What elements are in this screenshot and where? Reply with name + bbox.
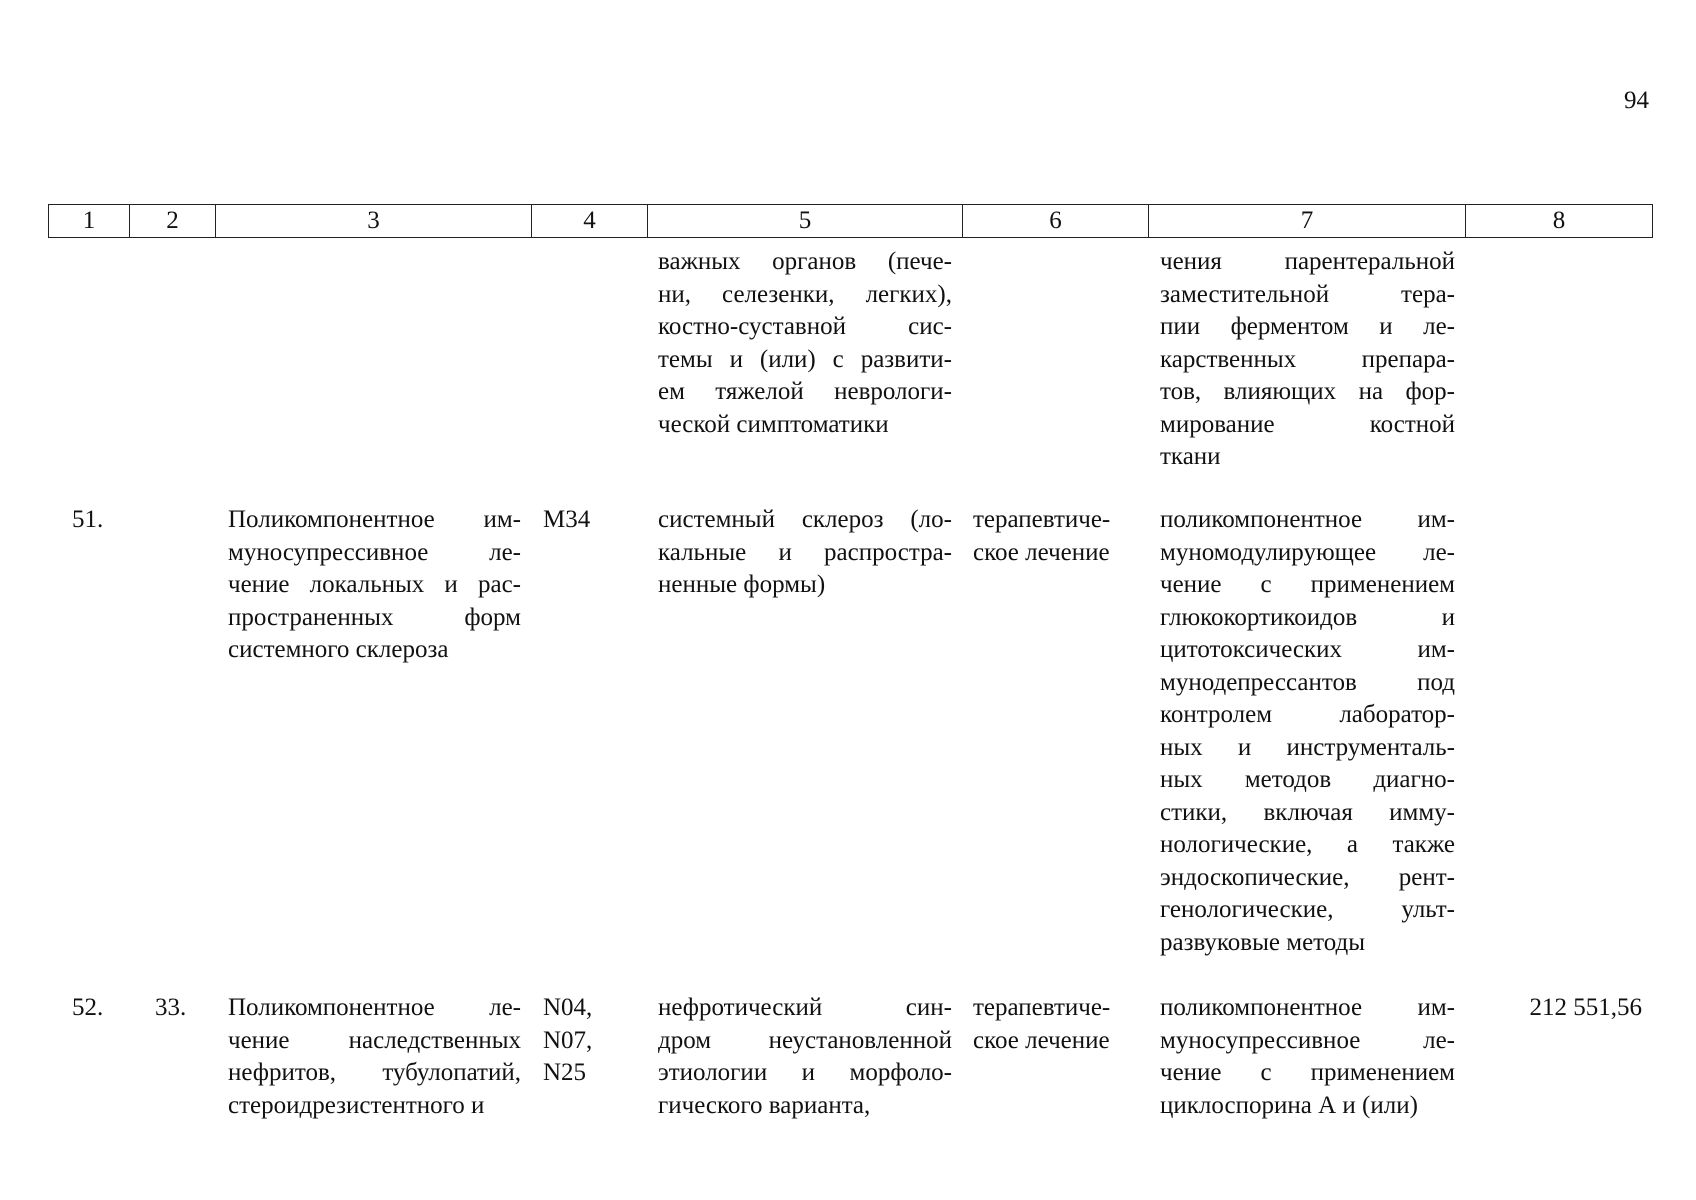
text-line: ненные формы)	[658, 571, 826, 598]
continuation-col5	[658, 246, 952, 441]
row-51-number: 51.	[72, 506, 104, 533]
text-line: ское лечение	[973, 1026, 1110, 1054]
row-51-icd-codes	[543, 504, 613, 537]
text-line: этиологии и морфоло-	[658, 1059, 952, 1086]
text-line: кальные и распростра-	[658, 538, 952, 566]
text-line: дром неустановленной	[658, 1026, 952, 1054]
text-line: заместительной тера-	[1160, 280, 1455, 308]
text-line: терапевтиче-	[973, 994, 1111, 1021]
text-line: ское лечение	[973, 538, 1110, 566]
text-line: нефритов, тубулопатий,	[228, 1059, 521, 1086]
text-line: поликомпонентное им-	[1160, 506, 1455, 533]
header-cell-3: 3	[216, 204, 532, 238]
page-number: 94	[1624, 87, 1649, 114]
text-line: N07,	[543, 1026, 593, 1054]
header-cell-1: 1	[48, 204, 130, 238]
text-line: Поликомпонентное им-	[228, 506, 521, 533]
header-cell-5: 5	[648, 204, 963, 238]
text-line: системный склероз (ло-	[658, 506, 952, 533]
text-line: цитотоксических им-	[1160, 636, 1455, 663]
text-line: мирование костной	[1160, 410, 1455, 438]
text-line: стики, включая имму-	[1160, 798, 1455, 826]
text-line: стероидрезистентного и	[228, 1091, 485, 1119]
row-52-col2: 33.	[155, 994, 187, 1021]
text-line: ческой симптоматики	[658, 410, 889, 438]
header-cell-6: 6	[963, 204, 1149, 238]
text-line: чения парентеральной	[1160, 248, 1455, 275]
text-line: тов, влияющих на фор-	[1160, 378, 1455, 405]
text-line: пии ферментом и ле-	[1160, 313, 1455, 340]
text-line: чение локальных и рас-	[228, 571, 521, 598]
text-line: чение с применением	[1160, 1059, 1455, 1086]
text-line: пространенных форм	[228, 603, 521, 631]
continuation-col7	[1160, 246, 1455, 474]
text-line: Поликомпонентное ле-	[228, 994, 521, 1021]
table-header-row	[48, 204, 1653, 238]
text-line: костно-суставной сис-	[658, 313, 952, 340]
row-52-method-name	[228, 992, 521, 1122]
row-52-number: 52.	[72, 994, 104, 1021]
text-line: N25	[543, 1059, 587, 1086]
text-line: чение с применением	[1160, 571, 1455, 598]
header-cell-4: 4	[532, 204, 648, 238]
row-51-model-patient	[658, 504, 952, 602]
header-cell-2: 2	[130, 204, 216, 238]
text-line: нефротический син-	[658, 994, 952, 1021]
row-52-icd-codes	[543, 992, 613, 1090]
row-52-treatment-method	[1160, 992, 1455, 1122]
text-line: эндоскопические, рент-	[1160, 863, 1455, 891]
row-52-model-patient	[658, 992, 952, 1122]
text-line: ем тяжелой неврологи-	[658, 378, 952, 405]
text-line: генологические, ульт-	[1160, 896, 1455, 923]
text-line: темы и (или) с развити-	[658, 345, 952, 373]
text-line: гического варианта,	[658, 1091, 871, 1119]
row-52-cost: 212 551,56	[1529, 994, 1642, 1021]
text-line: мунодепрессантов под	[1160, 668, 1455, 696]
text-line: ни, селезенки, легких),	[658, 280, 952, 308]
text-line: ных и инструменталь-	[1160, 733, 1455, 761]
text-line: карственных препара-	[1160, 345, 1455, 373]
row-51-method-name	[228, 504, 521, 667]
text-line: поликомпонентное им-	[1160, 994, 1455, 1021]
text-line: циклоспорина А и (или)	[1160, 1091, 1418, 1119]
header-cell-7: 7	[1149, 204, 1466, 238]
text-line: важных органов (пече-	[658, 248, 952, 275]
text-line: чение наследственных	[228, 1026, 521, 1054]
row-51-treatment-type	[973, 504, 1143, 569]
text-line: муносупрессивное ле-	[1160, 1026, 1455, 1054]
header-cell-8: 8	[1466, 204, 1653, 238]
text-line: контролем лаборатор-	[1160, 701, 1455, 728]
text-line: муносупрессивное ле-	[228, 538, 521, 566]
text-line: нологические, а также	[1160, 831, 1455, 858]
text-line: M34	[543, 506, 591, 533]
text-line: развуковые методы	[1160, 928, 1366, 956]
text-line: N04,	[543, 994, 593, 1021]
text-line: терапевтиче-	[973, 506, 1111, 533]
row-52-treatment-type	[973, 992, 1143, 1057]
text-line: муномодулирующее ле-	[1160, 538, 1455, 566]
text-line: системного склероза	[228, 636, 449, 663]
text-line: ных методов диагно-	[1160, 766, 1455, 793]
text-line: ткани	[1160, 443, 1221, 470]
row-51-treatment-method	[1160, 504, 1455, 959]
text-line: глюкокортикоидов и	[1160, 603, 1455, 631]
